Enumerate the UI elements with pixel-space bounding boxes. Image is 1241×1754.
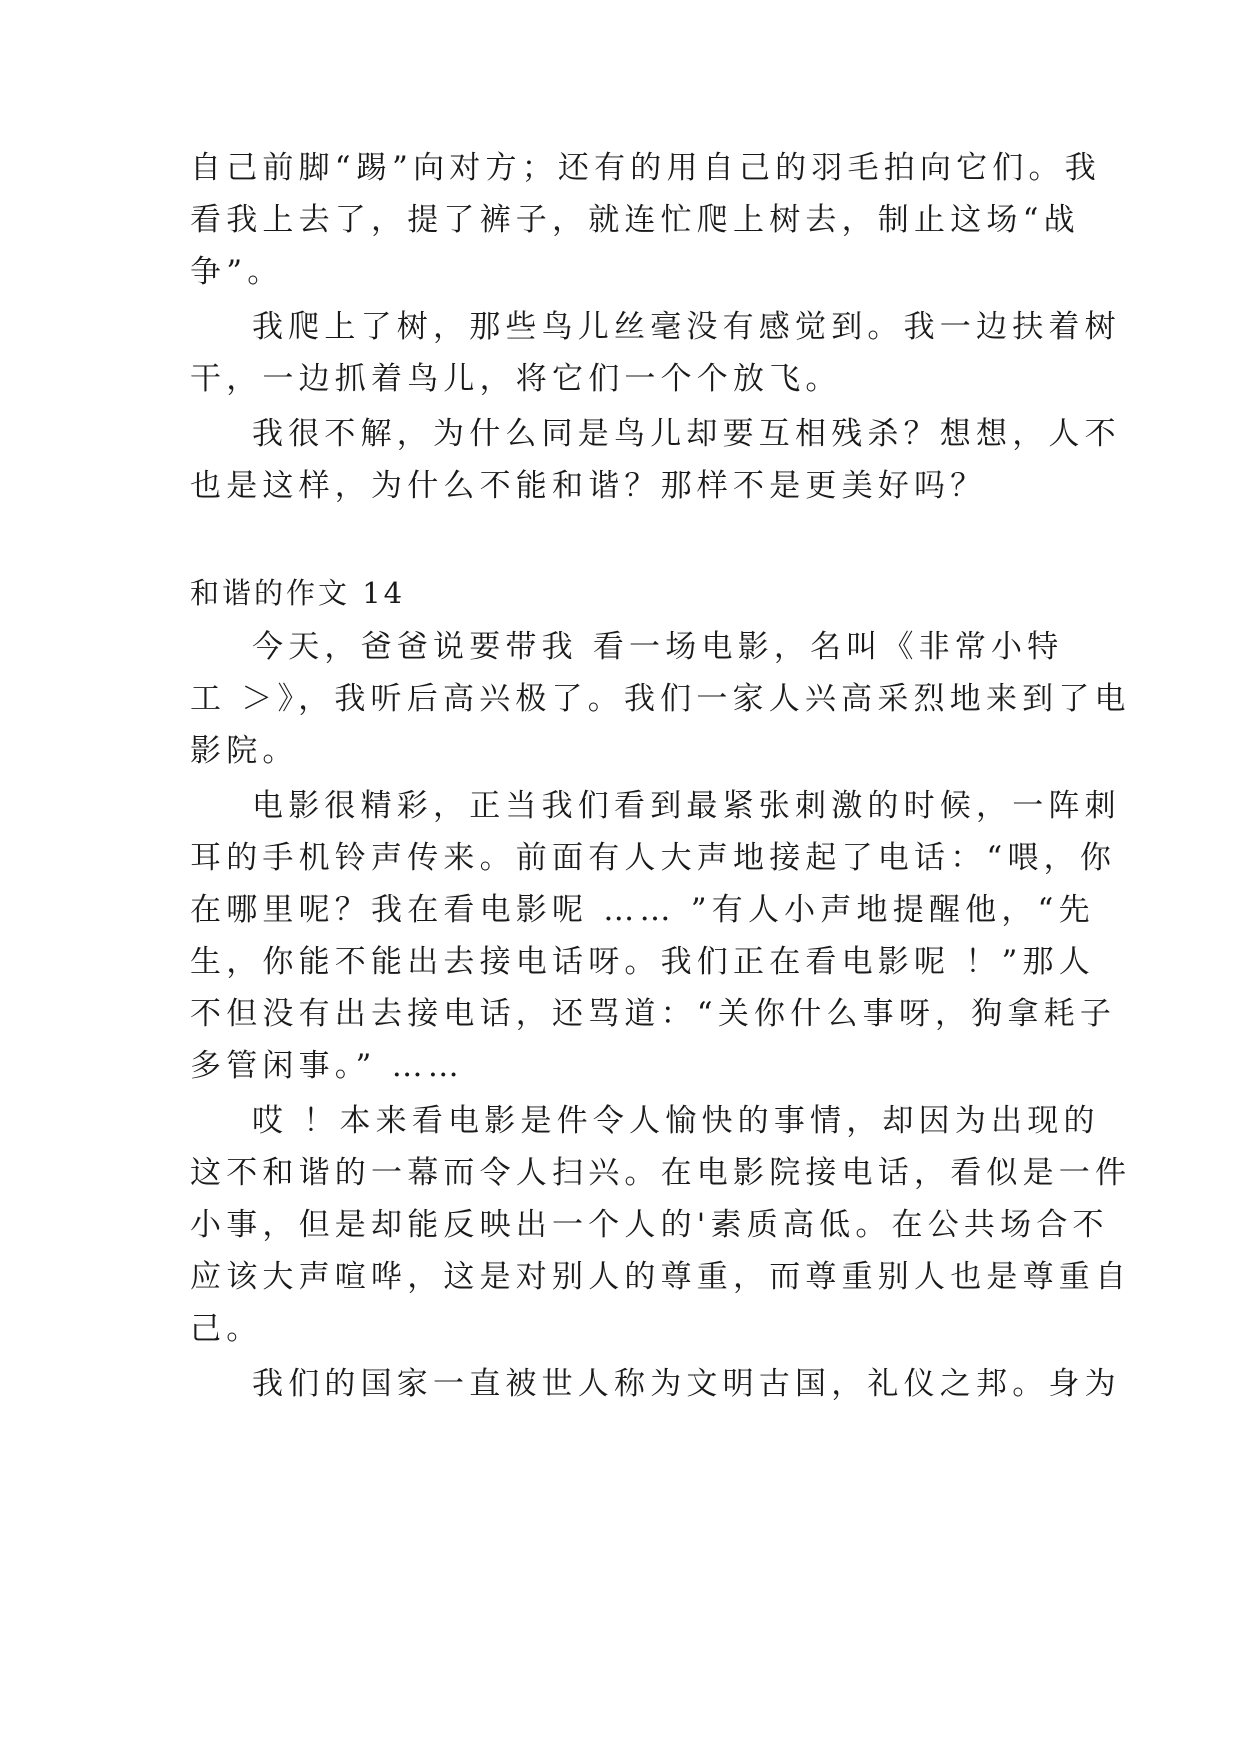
paragraph-line: 今天，爸爸说要带我 看一场电影，名叫《非常小特 <box>252 629 1064 665</box>
paragraph-line: 己。 <box>190 1311 263 1347</box>
paragraph-line: 不但没有出去接电话，还骂道：“关你什么事呀，狗拿耗子 <box>190 996 1117 1032</box>
paragraph-line: 在哪里呢？我在看电影呢 …… ”有人小声地提醒他，“先 <box>190 892 1095 928</box>
paragraph-line: 自己前脚“踢”向对方；还有的用自己的羽毛拍向它们。我 <box>190 150 1101 186</box>
paragraph-line: 小事，但是却能反映出一个人的'素质高低。在公共场合不 <box>190 1207 1109 1243</box>
paragraph-line: 哎 ！本来看电影是件令人愉快的事情，却因为出现的 <box>252 1103 1100 1139</box>
paragraph-line: 我很不解，为什么同是鸟儿却要互相残杀？想想，人不 <box>252 416 1121 452</box>
paragraph-line: 生，你能不能出去接电话呀。我们正在看电影呢 ！”那人 <box>190 944 1095 980</box>
paragraph-line: 干，一边抓着鸟儿，将它们一个个放飞。 <box>190 361 842 397</box>
paragraph-line: 我们的国家一直被世人称为文明古国，礼仪之邦。身为 <box>252 1366 1121 1402</box>
paragraph-line: 耳的手机铃声传来。前面有人大声地接起了电话：“喂，你 <box>190 840 1117 876</box>
paragraph-line: 争”。 <box>190 254 284 290</box>
paragraph-line: 看我上去了，提了裤子，就连忙爬上树去，制止这场“战 <box>190 202 1080 238</box>
paragraph-line: 应该大声喧哗，这是对别人的尊重，而尊重别人也是尊重自 <box>190 1259 1132 1295</box>
paragraph-line: 工 ＞》，我听后高兴极了。我们一家人兴高采烈地来到了电 <box>190 681 1131 717</box>
paragraph-line: 多管闲事。” …… <box>190 1048 465 1084</box>
paragraph-line: 电影很精彩，正当我们看到最紧张刺激的时候，一阵刺 <box>252 788 1121 824</box>
paragraph-line: 也是这样，为什么不能和谐？那样不是更美好吗？ <box>190 468 987 504</box>
essay-title: 和谐的作文 14 <box>190 576 406 610</box>
paragraph-line: 我爬上了树，那些鸟儿丝毫没有感觉到。我一边扶着树 <box>252 309 1121 345</box>
paragraph-line: 影院。 <box>190 733 299 769</box>
paragraph-line: 这不和谐的一幕而令人扫兴。在电影院接电话，看似是一件 <box>190 1155 1132 1191</box>
